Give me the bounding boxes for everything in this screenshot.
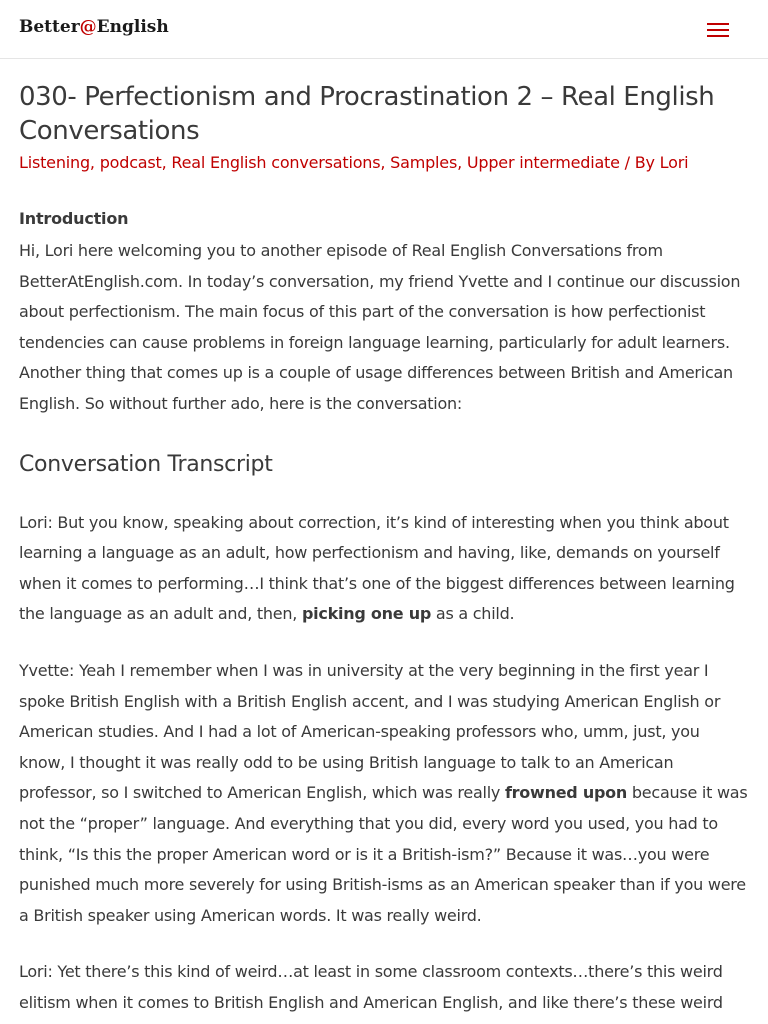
category-link-podcast[interactable]: podcast — [99, 153, 162, 172]
category-separator: , — [380, 153, 391, 172]
post-meta — [19, 151, 749, 175]
hamburger-menu-icon[interactable] — [705, 20, 731, 40]
menu-bar — [707, 35, 729, 37]
post-title: 030- Perfectionism and Procrastination 2 – Real English Conversations — [19, 82, 715, 146]
site-header — [0, 0, 768, 59]
menu-bar — [707, 23, 729, 25]
transcript-text: Lori: But you know, speaking about correction, it’s kind of interesting when you think about learning a language as an adult, how perfectionism and having, like, demands on yourself when it comes to performing…I think that’s one of the biggest differences between learning the language as an adult and, then, — [19, 512, 735, 624]
category-link-listening[interactable]: Listening — [19, 153, 90, 172]
category-link-real-english-conversations[interactable]: Real English conversations — [171, 153, 381, 172]
transcript-text: Yvette: Yeah I remember when I was in university at the very beginning in the first year I spoke British English with a British English accent, and I was studying American English or American studies. And I had a lot of American-speaking professors who, umm, just, you know, I thought it was really odd to be using British language to talk to an American professor, so I switched to American English, which was really — [19, 660, 721, 803]
vocabulary-highlight: picking one up — [301, 604, 432, 624]
logo-text-better: Better — [19, 17, 80, 37]
site-logo[interactable] — [19, 17, 169, 37]
category-link-samples[interactable]: Samples — [390, 153, 458, 172]
category-link-upper-intermediate[interactable]: Upper intermediate — [466, 153, 620, 172]
logo-text-english: English — [96, 17, 169, 37]
intro-paragraph: Hi, Lori here welcoming you to another episode of Real English Conversations from BetterAtEnglish.com. In today’s conversation, my friend Yvette and I continue our discussion about perfectionism. The main focus of this part of the conversation is how perfectionist tendencies can cause problems in foreign language learning, particularly for adult learners. Another thing that comes up is a couple of usage differences between British and American English. So without further ado, here is the conversation: — [19, 241, 741, 413]
logo-at-symbol: @ — [79, 17, 97, 37]
vocabulary-highlight: frowned upon — [504, 783, 628, 803]
transcript-paragraph-3: Lori: Yet there’s this kind of weird…at least in some classroom contexts…there’s this weird elitism when it comes to British English and American English, and like there’s these weird — [19, 962, 723, 1012]
transcript-paragraph-1 — [19, 508, 749, 630]
transcript-heading: Conversation Transcript — [19, 451, 273, 477]
transcript-paragraph-2 — [19, 656, 749, 931]
transcript-text: as a child. — [431, 604, 515, 624]
category-separator: , — [89, 153, 100, 172]
intro-heading: Introduction — [19, 209, 129, 228]
category-separator: , — [457, 153, 467, 172]
article — [19, 80, 749, 1018]
category-separator: , — [161, 153, 172, 172]
menu-bar — [707, 29, 729, 31]
by-label: / By — [619, 153, 660, 172]
author-link[interactable]: Lori — [659, 153, 689, 172]
transcript-text: because it was not the “proper” language. And everything that you did, every word you used, you had to think, “Is this the proper American word or is it a British-ism?” Because it was…you were punished much more severely for using British-isms as an American speaker than if you were a British speaker using American words. It was really weird. — [19, 783, 748, 925]
